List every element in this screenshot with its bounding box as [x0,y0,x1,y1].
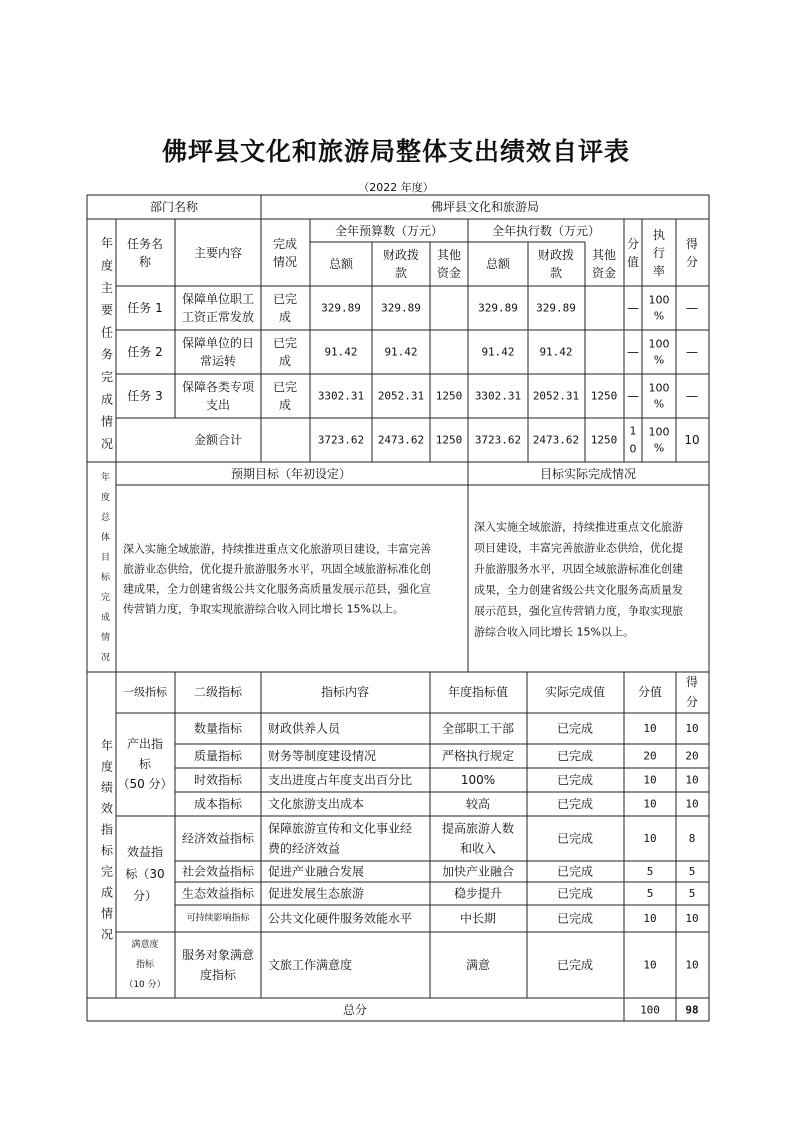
header-exec-other: 其他 [591,248,617,262]
indicator-content: 文化旅游支出成本 [268,797,365,811]
exec-total: 329.89 [478,301,518,315]
total-exec-total: 3723.62 [474,433,522,447]
header-indicator-content: 指标内容 [320,685,370,699]
target-value: 稳步提升 [453,886,503,901]
exec-fiscal: 329.89 [536,301,576,315]
section2-side-label: 度 [101,493,111,503]
grand-total-weight: 100 [640,1003,660,1017]
target-value: 和收入 [459,841,497,856]
section2-side-label: 年 [101,473,111,483]
group-output: 标 [138,757,152,771]
actual-goal-text: 升旅游服务水平，巩固全域旅游标准化创建 [474,562,683,576]
indicator-score: 10 [685,773,699,787]
dept-value: 佛坪县文化和旅游局 [430,200,540,214]
indicator-score: 10 [685,958,699,972]
header-budget-other: 其他 [436,248,462,262]
section3-side-label: 情 [101,906,114,921]
section2-side-label: 况 [101,653,111,663]
level2-indicator: 成本指标 [193,797,243,811]
target-value: 加快产业融合 [441,864,515,879]
section1-side-label: 要 [101,303,114,318]
actual-value: 已完成 [556,721,594,736]
section2-side-label: 体 [101,533,111,543]
level2-indicator: 经济效益指标 [181,831,255,846]
actual-value: 已完成 [556,773,594,787]
total-score: 10 [684,433,700,447]
task-name: 任务 1 [127,301,163,315]
task-status: 成 [278,398,292,412]
task-content: 保障单位的日 [181,336,255,350]
header-task: 任务名 [126,237,164,251]
header-actual-value: 实际完成值 [544,685,606,699]
section2-side-label: 总 [101,513,111,523]
budget-fiscal: 91.42 [384,345,418,359]
level2-indicator: 社会效益指标 [181,864,255,879]
actual-value: 已完成 [556,886,594,901]
task-content: 保障单位职工 [181,292,255,306]
indicator-content: 费的经济效益 [268,841,341,856]
section1-side-label: 情 [101,414,114,429]
indicator-content: 文旅工作满意度 [268,958,353,972]
header-rate: 行 [652,246,666,260]
indicator-score: 5 [688,865,696,878]
total-rate: 100 [648,425,670,439]
header-weight: 分 [626,237,640,251]
header-rate: 执 [652,228,666,242]
task-name: 任务 3 [127,389,163,403]
group-benefit: 标（30 [125,867,165,881]
section3-side-label: 完 [101,864,114,879]
indicator-weight: 10 [643,912,657,925]
actual-goal-text: 游综合收入同比增长 15%以上。 [474,625,634,639]
task-weight: — [627,301,639,315]
target-value: 提高旅游人数 [441,821,515,836]
target-value: 满意 [465,958,491,972]
indicator-weight: 5 [646,887,654,900]
indicator-score: 10 [685,912,699,925]
header-status: 完成 [272,237,298,251]
header-budget-total: 总额 [328,257,354,271]
header-level2: 二级指标 [193,685,243,699]
indicator-score: 10 [685,722,699,735]
indicator-content: 促进发展生态旅游 [268,886,365,901]
total-weight: 0 [629,442,637,456]
header-exec-total: 总额 [485,257,511,271]
task-score: — [686,389,698,403]
budget-fiscal: 2052.31 [377,389,425,403]
level2-indicator: 数量指标 [193,721,243,736]
target-value: 严格执行规定 [441,749,515,763]
section1-side-label: 务 [101,347,114,362]
task-score: — [686,345,698,359]
group-satisfaction: 满意度 [131,940,159,950]
indicator-weight: 10 [643,958,657,972]
indicator-content: 保障旅游宣传和文化事业经 [268,821,413,836]
target-value: 较高 [465,797,491,811]
expected-goal-text: 旅游业态供给，优化提升旅游服务水平，巩固全域旅游标准化创 [123,562,431,576]
header-weight: 值 [626,255,640,269]
header-exec-other: 资金 [591,266,617,280]
indicator-score: 5 [688,887,696,900]
indicator-content: 公共文化硬件服务效能水平 [268,911,413,926]
dept-label: 部门名称 [149,200,199,214]
grand-total-score: 98 [685,1003,699,1017]
indicator-content: 支出进度占年度支出百分比 [268,773,413,787]
total-rate: % [653,441,665,455]
exec-other: 1250 [590,389,618,403]
header-expected-goal: 预期目标（年初设定） [230,467,352,481]
section2-side-label: 成 [101,613,111,623]
task-status: 成 [278,310,292,324]
total-budget-fiscal: 2473.62 [377,433,425,447]
section3-side-label: 成 [101,885,114,900]
task-rate: 100 [648,337,670,351]
header-status: 情况 [272,255,298,269]
page-title: 佛坪县文化和旅游局整体支出绩效自评表 [161,137,630,166]
actual-value: 已完成 [556,958,594,972]
task-rate: % [653,309,665,323]
section2-side-label: 标 [101,573,111,583]
header-score: 分 [685,695,699,709]
section3-side-label: 况 [101,927,114,942]
task-rate: % [653,353,665,367]
task-status: 已完 [272,292,298,306]
level2-indicator: 服务对象满意 [181,948,255,962]
total-weight: 1 [629,424,637,438]
grand-total-label: 总分 [342,1003,368,1017]
task-content: 常运转 [199,354,237,368]
task-content: 工资正常发放 [181,310,255,324]
task-name: 任务 2 [127,345,163,359]
actual-goal-text: 展示范县，强化宣传营销力度，争取实现旅 [474,604,683,618]
indicator-content: 促进产业融合发展 [268,864,365,879]
indicator-weight: 20 [643,749,657,763]
budget-total: 91.42 [324,345,358,359]
task-content: 保障各类专项 [181,380,255,394]
section1-side-label: 完 [101,369,114,384]
header-budget-fiscal: 财政拨 [382,248,420,262]
actual-value: 已完成 [556,911,594,926]
actual-value: 已完成 [556,749,594,763]
budget-other: 1250 [435,389,463,403]
indicator-content: 财政供养人员 [268,721,341,736]
section2-side-label: 情 [101,633,111,643]
total-exec-fiscal: 2473.62 [532,433,580,447]
indicator-weight: 10 [643,832,657,845]
level2-indicator: 度指标 [199,968,237,982]
group-satisfaction: （10 分） [124,980,166,990]
group-satisfaction: 指标 [135,960,155,970]
indicator-content: 财务等制度建设情况 [268,749,377,763]
header-weight: 分值 [637,685,663,699]
indicator-weight: 10 [643,797,657,811]
section3-side-label: 标 [101,843,114,858]
task-rate: % [653,397,665,411]
exec-total: 3302.31 [474,389,522,403]
section2-side-label: 完 [101,593,111,603]
level2-indicator: 生态效益指标 [181,886,255,901]
task-score: — [686,301,698,315]
target-value: 全部职工干部 [441,721,515,736]
header-score: 得 [685,237,699,251]
task-status: 已完 [272,380,298,394]
total-label: 金额合计 [193,433,243,447]
header-score: 得 [685,675,699,689]
total-budget-total: 3723.62 [317,433,365,447]
budget-fiscal: 329.89 [381,301,421,315]
expected-goal-text: 深入实施全域旅游，持续推进重点文化旅游项目建设，丰富完善 [123,542,431,556]
level2-indicator: 时效指标 [193,773,243,787]
exec-fiscal: 91.42 [539,345,573,359]
exec-fiscal: 2052.31 [532,389,580,403]
task-weight: — [627,389,639,403]
header-exec-fiscal: 财政拨 [537,248,575,262]
header-exec-fiscal: 款 [549,266,563,280]
section1-side-label: 度 [101,258,114,273]
actual-value: 已完成 [556,831,594,846]
budget-total: 3302.31 [317,389,365,403]
task-status: 成 [278,354,292,368]
header-score: 分 [685,255,699,269]
task-rate: 100 [648,381,670,395]
actual-goal-text: 成果，全力创建省级公共文化服务高质量发 [474,583,683,597]
header-content: 主要内容 [193,246,243,260]
header-budget-other: 资金 [436,266,462,280]
group-benefit: 效益指 [126,845,164,859]
group-benefit: 分） [132,889,158,903]
header-actual-goal: 目标实际完成情况 [539,467,637,481]
section1-side-label: 况 [101,436,114,451]
section3-side-label: 效 [101,801,114,816]
header-level1: 一级指标 [123,685,167,699]
exec-total: 91.42 [481,345,515,359]
task-weight: — [627,345,639,359]
table-text [101,199,700,1017]
level2-indicator: 质量指标 [193,749,243,763]
task-content: 支出 [205,398,231,412]
header-exec: 全年执行数（万元） [491,224,601,238]
indicator-weight: 10 [643,722,657,735]
target-value: 100% [460,773,496,787]
expected-goal-text: 传营销力度，争取实现旅游综合收入同比增长 15%以上。 [123,602,404,616]
header-budget-fiscal: 款 [394,266,408,280]
actual-value: 已完成 [556,797,594,811]
section1-side-label: 年 [101,236,114,251]
target-value: 中长期 [459,911,497,926]
actual-goal-text: 深入实施全域旅游，持续推进重点文化旅游 [474,520,683,534]
task-status: 已完 [272,336,298,350]
year-label: （2022 年度） [358,181,434,194]
actual-goal-text: 项目建设，丰富完善旅游业态供给，优化提 [474,541,683,555]
total-budget-other: 1250 [435,433,463,447]
section1-side-label: 主 [101,280,114,295]
indicator-weight: 5 [646,865,654,878]
actual-value: 已完成 [556,864,594,879]
indicator-score: 8 [688,832,696,845]
section1-side-label: 任 [101,325,114,340]
task-rate: 100 [648,293,670,307]
header-budget: 全年预算数（万元） [334,224,444,238]
section2-side-label: 目 [101,553,111,563]
expected-goal-text: 建成果，全力创建省级公共文化服务高质量发展示范县，强化宣 [123,582,431,596]
indicator-score: 10 [685,797,699,811]
section3-side-label: 绩 [101,780,114,795]
indicator-score: 20 [685,749,699,763]
budget-total: 329.89 [321,301,361,315]
total-exec-other: 1250 [590,433,618,447]
group-output: 产出指 [126,737,164,751]
indicator-weight: 10 [643,773,657,787]
header-task: 称 [138,255,152,269]
level2-indicator: 可持续影响指标 [186,913,250,924]
section1-side-label: 成 [101,392,114,407]
section3-side-label: 度 [101,759,114,774]
header-rate: 率 [652,264,666,278]
group-output: （50 分） [117,777,173,791]
section3-side-label: 年 [101,738,114,753]
header-target-value: 年度指标值 [447,685,509,699]
section3-side-label: 指 [101,822,114,837]
